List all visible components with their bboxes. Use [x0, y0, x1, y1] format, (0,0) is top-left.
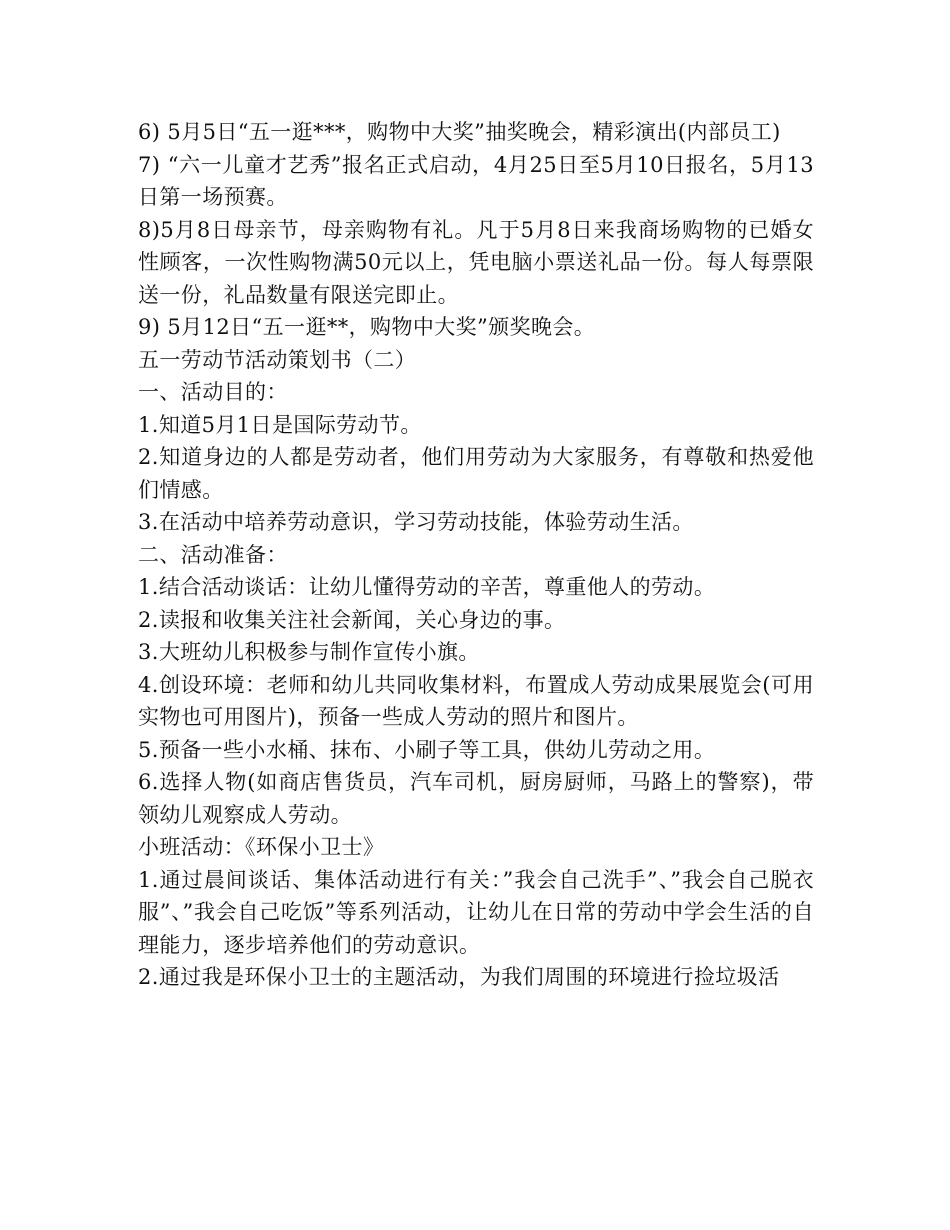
document-body — [138, 116, 814, 994]
small-class-item-2: 2.通过我是环保小卫士的主题活动，为我们周围的环境进行捡垃圾活 — [138, 965, 780, 989]
preparation-item-3: 3.大班幼儿积极参与制作宣传小旗。 — [138, 640, 480, 664]
preparation-item-2: 2.读报和收集关注社会新闻，关心身边的事。 — [138, 607, 566, 632]
section-heading-goals: 一、活动目的： — [138, 380, 288, 404]
goal-item-2: 2.知道身边的人都是劳动者，他们用劳动为大家服务，有尊敬和热爱他们情感。 — [138, 445, 814, 502]
preparation-item-4: 4.创设环境：老师和幼儿共同收集材料，布置成人劳动成果展览会(可用实物也可用图片)，预备一些成人劳动的照片和图片。 — [138, 672, 814, 729]
paragraph-item-7: 7) “六一儿童才艺秀”报名正式启动，4月25日至5月10日报名，5月13日第一场预赛。 — [138, 152, 814, 209]
section-heading-small-class: 小班活动：《环保小卫士》 — [138, 835, 385, 859]
preparation-item-1: 1.结合活动谈话：让幼儿懂得劳动的辛苦，尊重他人的劳动。 — [138, 575, 716, 599]
section-title: 五一劳动节活动策划书（二） — [138, 347, 417, 372]
preparation-item-5: 5.预备一些小水桶、抹布、小刷子等工具，供幼儿劳动之用。 — [138, 737, 716, 762]
paragraph-item-8: 8)5月8日母亲节，母亲购物有礼。凡于5月8日来我商场购物的已婚女性顾客，一次性购物满50元以上，凭电脑小票送礼品一份。每人每票限送一份，礼品数量有限送完即止。 — [138, 217, 814, 307]
paragraph-item-6: 6) 5月5日“五一逛***，购物中大奖”抽奖晚会，精彩演出(内部员工) — [138, 120, 781, 144]
small-class-item-1: 1.通过晨间谈话、集体活动进行有关：”我会自己洗手”、”我会自己脱衣服”、”我会自己吃饭”等系列活动，让幼儿在日常的劳动中学会生活的自理能力，逐步培养他们的劳动意识。 — [138, 867, 814, 957]
goal-item-1: 1.知道5月1日是国际劳动节。 — [138, 412, 422, 437]
goal-item-3: 3.在活动中培养劳动意识，学习劳动技能，体验劳动生活。 — [138, 510, 694, 534]
paragraph-item-9: 9) 5月12日“五一逛**，购物中大奖”颁奖晚会。 — [138, 315, 596, 339]
preparation-item-6: 6.选择人物(如商店售货员，汽车司机，厨房厨师，马路上的警察)，带领幼儿观察成人劳动。 — [138, 770, 814, 827]
section-heading-preparation: 二、活动准备： — [138, 542, 288, 567]
